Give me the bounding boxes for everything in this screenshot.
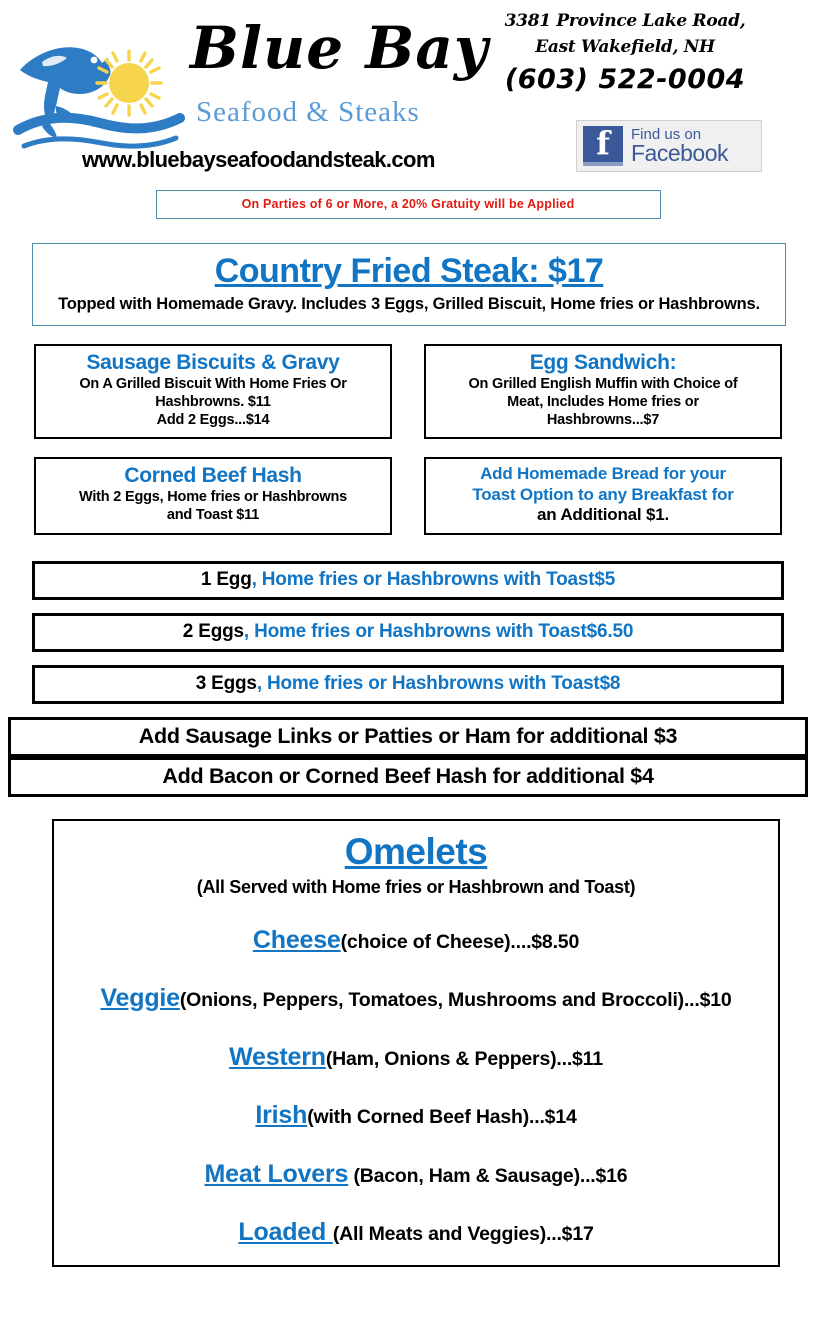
egg-row-desc: , Home fries or Hashbrowns with Toast — [251, 569, 595, 591]
address-line-1: 3381 Province Lake Road, — [504, 11, 746, 31]
address-block — [490, 8, 760, 95]
menu-box-homemade-bread — [424, 457, 782, 535]
menu-box-cell — [10, 344, 400, 439]
omelet-description: (All Meats and Veggies)...$17 — [332, 1223, 594, 1245]
addon-row-text: Add Sausage Links or Patties or Ham for additional $3 — [138, 724, 678, 749]
menu-box-line: an Additional $1. — [537, 505, 669, 525]
menu-box-line: With 2 Eggs, Home fries or Hashbrowns — [78, 489, 347, 505]
menu-box-corned-beef-hash — [34, 457, 392, 535]
egg-row-qty: 3 Eggs — [195, 673, 257, 695]
menu-box-line: Hashbrowns. $11 — [155, 394, 271, 411]
omelet-item — [64, 1099, 768, 1132]
omelets-subtitle: (All Served with Home fries or Hashbrown and Toast) — [196, 876, 636, 897]
address-line-2: East Wakefield, NH — [535, 37, 715, 57]
omelet-name: Meat Lovers — [204, 1159, 349, 1188]
featured-item-description: Topped with Homemade Gravy. Includes 3 Eggs, Grilled Biscuit, Home fries or Hashbrowns. — [58, 295, 760, 314]
omelet-item — [64, 924, 768, 957]
egg-row — [32, 561, 784, 600]
facebook-label — [631, 127, 728, 165]
egg-row-text — [183, 621, 633, 642]
menu-box-row-1 — [10, 344, 806, 439]
menu-box-title: Corned Beef Hash — [124, 463, 302, 487]
featured-item-title: Country Fried Steak: $17 — [214, 252, 604, 290]
omelet-description: (with Corned Beef Hash)...$14 — [307, 1106, 577, 1128]
menu-box-sausage-biscuits — [34, 344, 392, 439]
omelet-description: (Ham, Onions & Peppers)...$11 — [325, 1047, 603, 1070]
egg-row — [32, 665, 784, 704]
sun-icon — [97, 51, 161, 115]
omelet-item — [64, 982, 768, 1015]
egg-row — [32, 613, 784, 652]
omelets-title: Omelets — [344, 831, 488, 873]
facebook-icon — [583, 126, 623, 166]
menu-box-line: and Toast $11 — [166, 507, 260, 524]
menu-box-cell — [10, 457, 400, 535]
menu-box-line: Hashbrowns...$7 — [546, 412, 660, 429]
egg-row-text — [196, 673, 621, 694]
menu-box-line: Add 2 Eggs...$14 — [156, 412, 270, 429]
brand-tagline: Seafood & Steaks — [196, 96, 420, 128]
menu-box-line: On Grilled English Muffin with Choice of — [468, 375, 738, 392]
egg-row-text — [201, 569, 615, 590]
egg-row-price: $8 — [599, 673, 621, 695]
menu-box-title: Sausage Biscuits & Gravy — [86, 350, 340, 374]
egg-row-desc: , Home fries or Hashbrowns with Toast — [256, 673, 600, 695]
egg-rows-list — [32, 561, 784, 704]
omelet-description: (Onions, Peppers, Tomatoes, Mushrooms and Broccoli)...$10 — [179, 989, 732, 1011]
facebook-find-text: Find us on — [631, 126, 702, 143]
omelet-name: Irish — [255, 1101, 308, 1129]
egg-row-qty: 2 Eggs — [182, 621, 244, 643]
egg-row-desc: , Home fries or Hashbrowns with Toast — [243, 621, 587, 643]
menu-box-line: Toast Option to any Breakfast for — [472, 484, 734, 504]
egg-row-price: $5 — [594, 569, 616, 591]
phone-number: (603) 522-0004 — [504, 64, 746, 95]
facebook-badge[interactable] — [576, 120, 762, 172]
omelet-description: (choice of Cheese)....$8.50 — [340, 930, 580, 953]
featured-item-box — [32, 243, 786, 326]
addon-row — [8, 717, 808, 757]
brand-name: Blue Bay — [190, 14, 489, 82]
omelet-item — [64, 1216, 768, 1249]
menu-box-row-2 — [10, 457, 806, 535]
omelet-item — [64, 1158, 768, 1191]
omelet-name: Loaded — [238, 1218, 333, 1246]
menu-header — [0, 0, 816, 190]
omelet-name: Western — [229, 1042, 326, 1071]
addon-row-text: Add Bacon or Corned Beef Hash for additional $4 — [162, 764, 654, 789]
menu-box-cell — [416, 344, 806, 439]
egg-row-price: $6.50 — [586, 621, 634, 643]
facebook-name-text: Facebook — [631, 140, 729, 166]
menu-box-cell — [416, 457, 806, 535]
gratuity-notice-box — [156, 190, 661, 219]
menu-box-line: Meat, Includes Home fries or — [507, 394, 699, 411]
egg-row-qty: 1 Egg — [200, 569, 252, 591]
omelet-description: (Bacon, Ham & Sausage)...$16 — [348, 1164, 628, 1187]
menu-box-egg-sandwich — [424, 344, 782, 439]
omelet-item — [64, 1041, 768, 1074]
omelet-name: Cheese — [252, 925, 341, 954]
website-url: www.bluebayseafoodandsteak.com — [82, 147, 435, 172]
gratuity-notice-text: On Parties of 6 or More, a 20% Gratuity will be Applied — [241, 197, 575, 211]
omelets-section — [52, 819, 780, 1266]
restaurant-logo — [12, 22, 192, 162]
menu-box-line: Add Homemade Bread for your — [480, 463, 726, 483]
addon-rows-list — [8, 717, 808, 797]
menu-box-line: On A Grilled Biscuit With Home Fries Or — [79, 375, 347, 392]
omelet-name: Veggie — [100, 984, 180, 1012]
addon-row — [8, 757, 808, 797]
wave-icon — [18, 118, 180, 146]
menu-box-title: Egg Sandwich: — [529, 350, 677, 374]
